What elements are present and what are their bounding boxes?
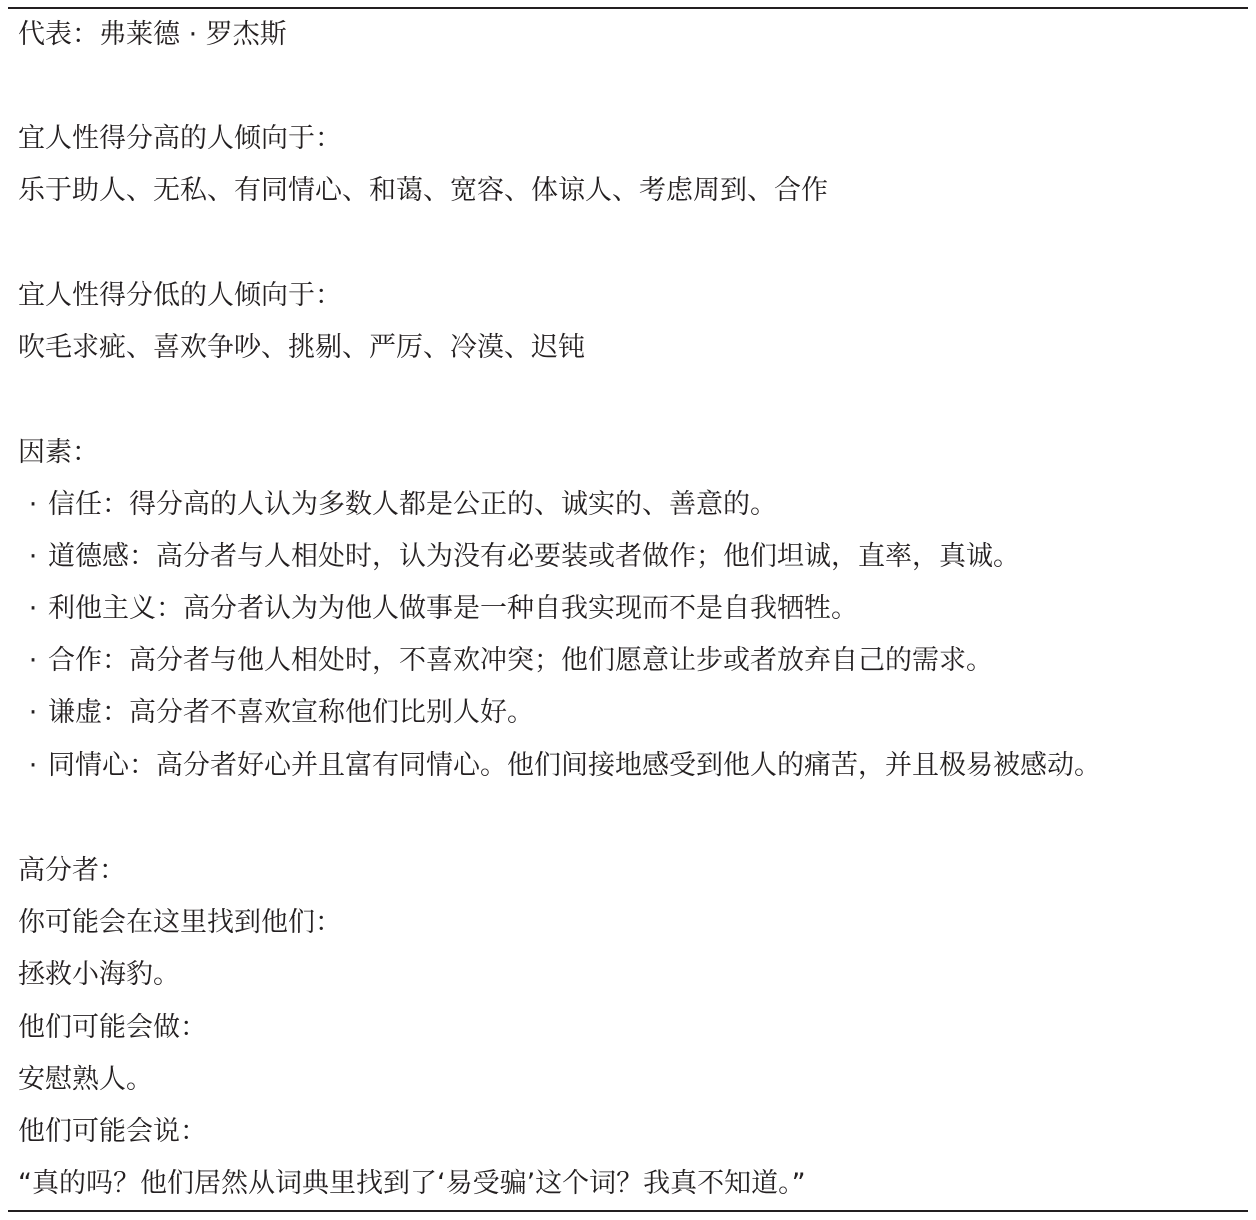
bullet-dot: · [28,645,38,676]
bottom-rule [8,1210,1248,1212]
low-heading: 宜人性得分低的人倾向于： [18,280,342,311]
bullet-dot: · [28,593,38,624]
bullet-dot: · [28,489,38,520]
factor-item [18,641,993,681]
factor-text: 道德感：高分者与人相处时，认为没有必要装或者做作；他们坦诚，直率，真诚。 [48,541,1020,572]
bullet-dot: · [28,541,38,572]
factor-item [18,589,858,629]
high-traits: 乐于助人、无私、有同情心、和蔼、宽容、体谅人、考虑周到、合作 [18,175,828,206]
say-label: 他们可能会说： [18,1116,207,1147]
top-rule [8,7,1248,9]
factor-text: 同情心：高分者好心并且富有同情心。他们间接地感受到他人的痛苦，并且极易被感动。 [48,750,1101,781]
factor-text: 利他主义：高分者认为为他人做事是一种自我实现而不是自我牺牲。 [48,593,858,624]
say-value: “真的吗？他们居然从词典里找到了‘易受骗’这个词？我真不知道。” [18,1168,806,1199]
bullet-dot: · [28,697,38,728]
factor-item [18,485,777,525]
high-heading: 宜人性得分高的人倾向于： [18,123,342,154]
do-value: 安慰熟人。 [18,1064,153,1095]
bullet-dot: · [28,750,38,781]
factor-text: 合作：高分者与他人相处时，不喜欢冲突；他们愿意让步或者放弃自己的需求。 [48,645,993,676]
factor-text: 谦虚：高分者不喜欢宣称他们比别人好。 [48,697,534,728]
low-traits: 吹毛求疵、喜欢争吵、挑剔、严厉、冷漠、迟钝 [18,332,585,363]
find-value: 拯救小海豹。 [18,959,180,990]
do-label: 他们可能会做： [18,1012,207,1043]
factor-item [18,746,1101,786]
scorer-heading: 高分者： [18,855,126,886]
representative-line: 代表：弗莱德 · 罗杰斯 [18,19,287,50]
factors-heading: 因素： [18,437,99,468]
factor-item [18,693,534,733]
factor-item [18,537,1020,577]
find-label: 你可能会在这里找到他们： [18,907,342,938]
factor-text: 信任：得分高的人认为多数人都是公正的、诚实的、善意的。 [48,489,777,520]
